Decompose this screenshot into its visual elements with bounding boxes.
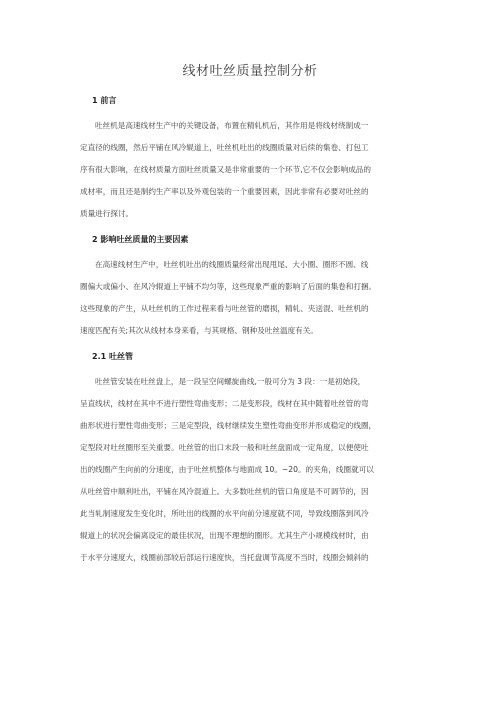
text-line: 此当轧制速度发生变化时，所吐出的线圈的水平向前分速度就不同，导致线圈落到风冷 — [80, 509, 369, 518]
document-title: 线材吐丝质量控制分析 — [182, 64, 318, 79]
section-heading-factors: 2 影响吐丝质量的主要因素 — [92, 235, 189, 244]
text-line: 成材率，而且还是制约生产率以及外观包装的一个重要因素，因此非常有必要对吐丝的 — [80, 187, 369, 196]
text-line: 质量进行探讨。 — [80, 209, 134, 218]
text-line: 序有很大影响，在线材质量方面吐丝质量又是非常重要的一个环节,它不仅会影响成品的 — [80, 165, 371, 174]
text-line: 曲形状进行塑性弯曲变形；三是定型段，线材继续发生塑性弯曲变形并形成稳定的线圈， — [80, 421, 377, 430]
document-body — [80, 94, 430, 577]
paragraph — [80, 115, 430, 225]
text-line: 定直径的线圈，然后平铺在风冷辊道上，吐丝机吐出的线圈质量对后续的集卷、打包工 — [80, 143, 369, 152]
text-line: 从吐丝管中顺利吐出，平铺在风冷混道上。大多数吐丝机的管口角度是不可调节的，因 — [80, 487, 369, 496]
text-line: 圈偏大或偏小、在风冷辊道上平铺不均匀等，这些现象严重的影响了后面的集卷和打捆。 — [80, 282, 377, 291]
section-heading-intro: 1 前言 — [92, 96, 117, 105]
section-heading-laying-pipe: 2.1 吐丝管 — [92, 352, 133, 361]
text-line: 在高速线材生产中，吐丝机吐出的线圈质量经常出现甩尾、大小圈、圈形不圆、线 — [95, 260, 369, 269]
text-line: 出的线圈产生向前的分速度，由于吐丝机整体与地面成 10。~20。的夹角，线圈就可以 — [80, 465, 374, 474]
text-line: 速度匹配有关;其次从线材本身来看，与其规格、钢种及吐丝温度有关。 — [80, 326, 318, 335]
text-line: 于水平分速度大，线圈前部较后部运行速度快，当托盘调节高度不当时，线圈会倾斜的 — [80, 553, 369, 562]
paragraph — [80, 371, 430, 569]
text-line: 辊道上的状况会偏离设定的最佳状况，出现不理想的圈形。尤其生产小规模线材时，由 — [80, 531, 369, 540]
text-line: 定型段对吐丝圈形至关重要。吐丝管的出口末段一般和吐丝盘面成一定角度，以便使吐 — [80, 443, 369, 452]
text-line: 呈直线状，线材在其中不进行塑性弯曲变形；二是变形段，线材在其中随着吐丝管的弯 — [80, 399, 369, 408]
text-line: 吐丝机是高速线材生产中的关键设备，布置在精轧机后，其作用是将线材绕制成一 — [95, 121, 369, 130]
text-line: 吐丝管安装在吐丝盘上，是一段呈空间螺旋曲线,一般可分为 3 段：一是初始段， — [95, 377, 366, 386]
text-line: 这些现象的产生，从吐丝机的工作过程来看与吐丝管的磨损，精轧、夹送混、吐丝机的 — [80, 304, 369, 313]
paragraph — [80, 254, 430, 342]
